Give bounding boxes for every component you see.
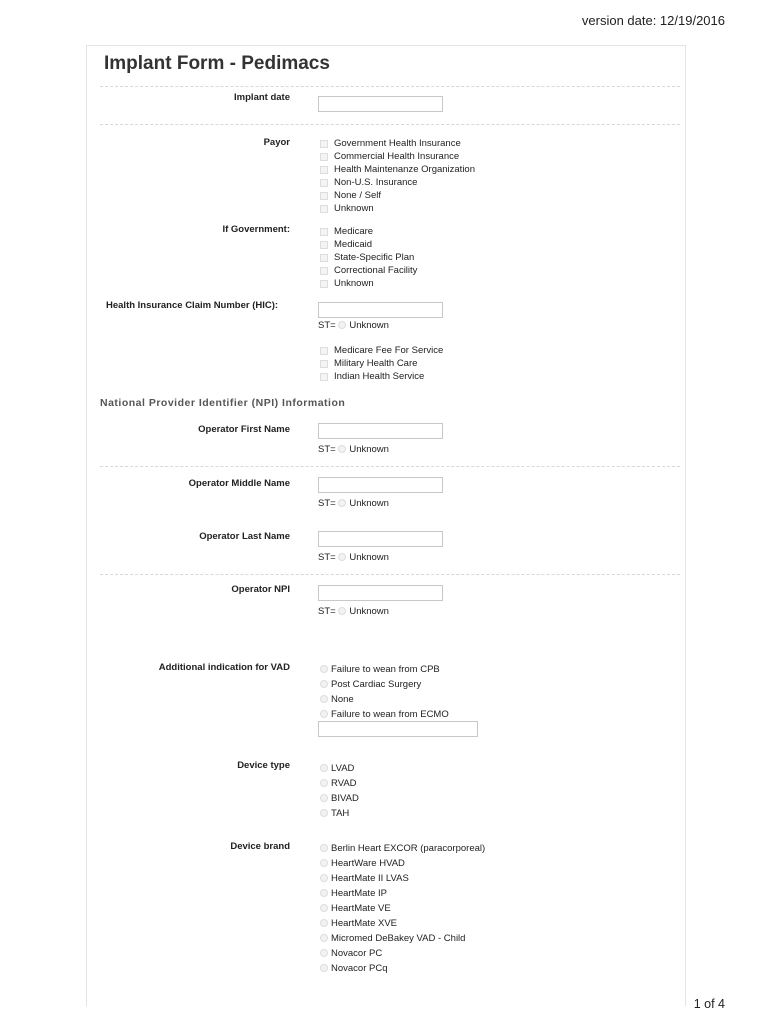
device-type-option[interactable]: RVAD [320, 776, 359, 791]
additional-indication-label: Additional indication for VAD [158, 662, 290, 673]
device-brand-option[interactable]: HeartWare HVAD [320, 856, 485, 871]
government-option[interactable]: Correctional Facility [320, 264, 417, 277]
payor-option[interactable]: Government Health Insurance [320, 137, 475, 150]
checkbox[interactable] [320, 241, 328, 249]
operator-npi-input[interactable] [318, 585, 443, 601]
hic-st: ST= Unknown [318, 320, 389, 331]
operator-middle-name-label: Operator Middle Name [188, 478, 290, 489]
if-government-label: If Government: [222, 224, 290, 235]
payor-label: Payor [263, 137, 290, 148]
unknown-radio[interactable] [338, 445, 346, 453]
operator-last-st: ST= Unknown [318, 552, 389, 563]
operator-first-name-label: Operator First Name [198, 424, 290, 435]
unknown-radio[interactable] [338, 607, 346, 615]
hic-option[interactable]: Military Health Care [320, 357, 443, 370]
hic-option[interactable]: Indian Health Service [320, 370, 443, 383]
payor-option[interactable]: Unknown [320, 202, 475, 215]
implant-date-input[interactable] [318, 96, 443, 112]
checkbox[interactable] [320, 360, 328, 368]
hic-input[interactable] [318, 302, 443, 318]
operator-npi-st: ST= Unknown [318, 606, 389, 617]
device-brand-option[interactable]: Berlin Heart EXCOR (paracorporeal) [320, 841, 485, 856]
radio[interactable] [320, 949, 328, 957]
radio[interactable] [320, 695, 328, 703]
payor-option[interactable]: Health Maintenanze Organization [320, 163, 475, 176]
operator-first-name-input[interactable] [318, 423, 443, 439]
additional-indication-options [320, 662, 449, 722]
government-option[interactable]: State-Specific Plan [320, 251, 417, 264]
checkbox[interactable] [320, 254, 328, 262]
payor-option[interactable]: None / Self [320, 189, 475, 202]
device-brand-option[interactable]: Novacor PC [320, 946, 485, 961]
device-brand-option[interactable]: HeartMate IP [320, 886, 485, 901]
indication-option[interactable]: Failure to wean from ECMO [320, 707, 449, 722]
indication-option[interactable]: Post Cardiac Surgery [320, 677, 449, 692]
checkbox[interactable] [320, 373, 328, 381]
radio[interactable] [320, 710, 328, 718]
government-option[interactable]: Medicare [320, 225, 417, 238]
checkbox[interactable] [320, 192, 328, 200]
device-type-option[interactable]: TAH [320, 806, 359, 821]
checkbox[interactable] [320, 347, 328, 355]
payor-option[interactable]: Commercial Health Insurance [320, 150, 475, 163]
radio[interactable] [320, 764, 328, 772]
radio[interactable] [320, 665, 328, 673]
divider [100, 574, 680, 575]
device-type-option[interactable]: LVAD [320, 761, 359, 776]
hic-options [320, 344, 443, 383]
operator-middle-name-input[interactable] [318, 477, 443, 493]
device-brand-option[interactable]: Micromed DeBakey VAD - Child [320, 931, 485, 946]
radio[interactable] [320, 794, 328, 802]
device-brand-option[interactable]: Novacor PCq [320, 961, 485, 976]
radio[interactable] [320, 680, 328, 688]
checkbox[interactable] [320, 153, 328, 161]
payor-option[interactable]: Non-U.S. Insurance [320, 176, 475, 189]
operator-last-name-input[interactable] [318, 531, 443, 547]
radio[interactable] [320, 809, 328, 817]
radio[interactable] [320, 859, 328, 867]
npi-section-heading: National Provider Identifier (NPI) Information [100, 397, 346, 409]
checkbox[interactable] [320, 267, 328, 275]
device-type-options [320, 761, 359, 821]
checkbox[interactable] [320, 166, 328, 174]
hic-label: Health Insurance Claim Number (HIC): [106, 300, 279, 311]
indication-other-input[interactable] [318, 721, 478, 737]
checkbox[interactable] [320, 228, 328, 236]
unknown-radio[interactable] [338, 553, 346, 561]
form-title: Implant Form - Pedimacs [104, 53, 330, 74]
operator-npi-label: Operator NPI [231, 584, 290, 595]
divider [100, 466, 680, 467]
unknown-radio[interactable] [338, 499, 346, 507]
checkbox[interactable] [320, 179, 328, 187]
divider [100, 86, 680, 87]
indication-option[interactable]: Failure to wean from CPB [320, 662, 449, 677]
radio[interactable] [320, 844, 328, 852]
operator-first-st: ST= Unknown [318, 444, 389, 455]
radio[interactable] [320, 889, 328, 897]
checkbox[interactable] [320, 280, 328, 288]
radio[interactable] [320, 904, 328, 912]
device-brand-option[interactable]: HeartMate XVE [320, 916, 485, 931]
page-indicator: 1 of 4 [693, 997, 725, 1011]
divider [100, 124, 680, 125]
radio[interactable] [320, 964, 328, 972]
indication-option[interactable]: None [320, 692, 449, 707]
device-brand-option[interactable]: HeartMate VE [320, 901, 485, 916]
unknown-radio[interactable] [338, 321, 346, 329]
checkbox[interactable] [320, 205, 328, 213]
radio[interactable] [320, 874, 328, 882]
radio[interactable] [320, 934, 328, 942]
device-type-option[interactable]: BIVAD [320, 791, 359, 806]
checkbox[interactable] [320, 140, 328, 148]
operator-middle-st: ST= Unknown [318, 498, 389, 509]
version-date: version date: 12/19/2016 [581, 13, 725, 28]
radio[interactable] [320, 919, 328, 927]
government-options [320, 225, 417, 290]
government-option[interactable]: Unknown [320, 277, 417, 290]
radio[interactable] [320, 779, 328, 787]
payor-options [320, 137, 475, 215]
device-brand-label: Device brand [230, 841, 290, 852]
implant-date-label: Implant date [234, 92, 290, 103]
government-option[interactable]: Medicaid [320, 238, 417, 251]
hic-option[interactable]: Medicare Fee For Service [320, 344, 443, 357]
device-type-label: Device type [237, 760, 290, 771]
device-brand-options [320, 841, 485, 976]
device-brand-option[interactable]: HeartMate II LVAS [320, 871, 485, 886]
operator-last-name-label: Operator Last Name [199, 531, 290, 542]
